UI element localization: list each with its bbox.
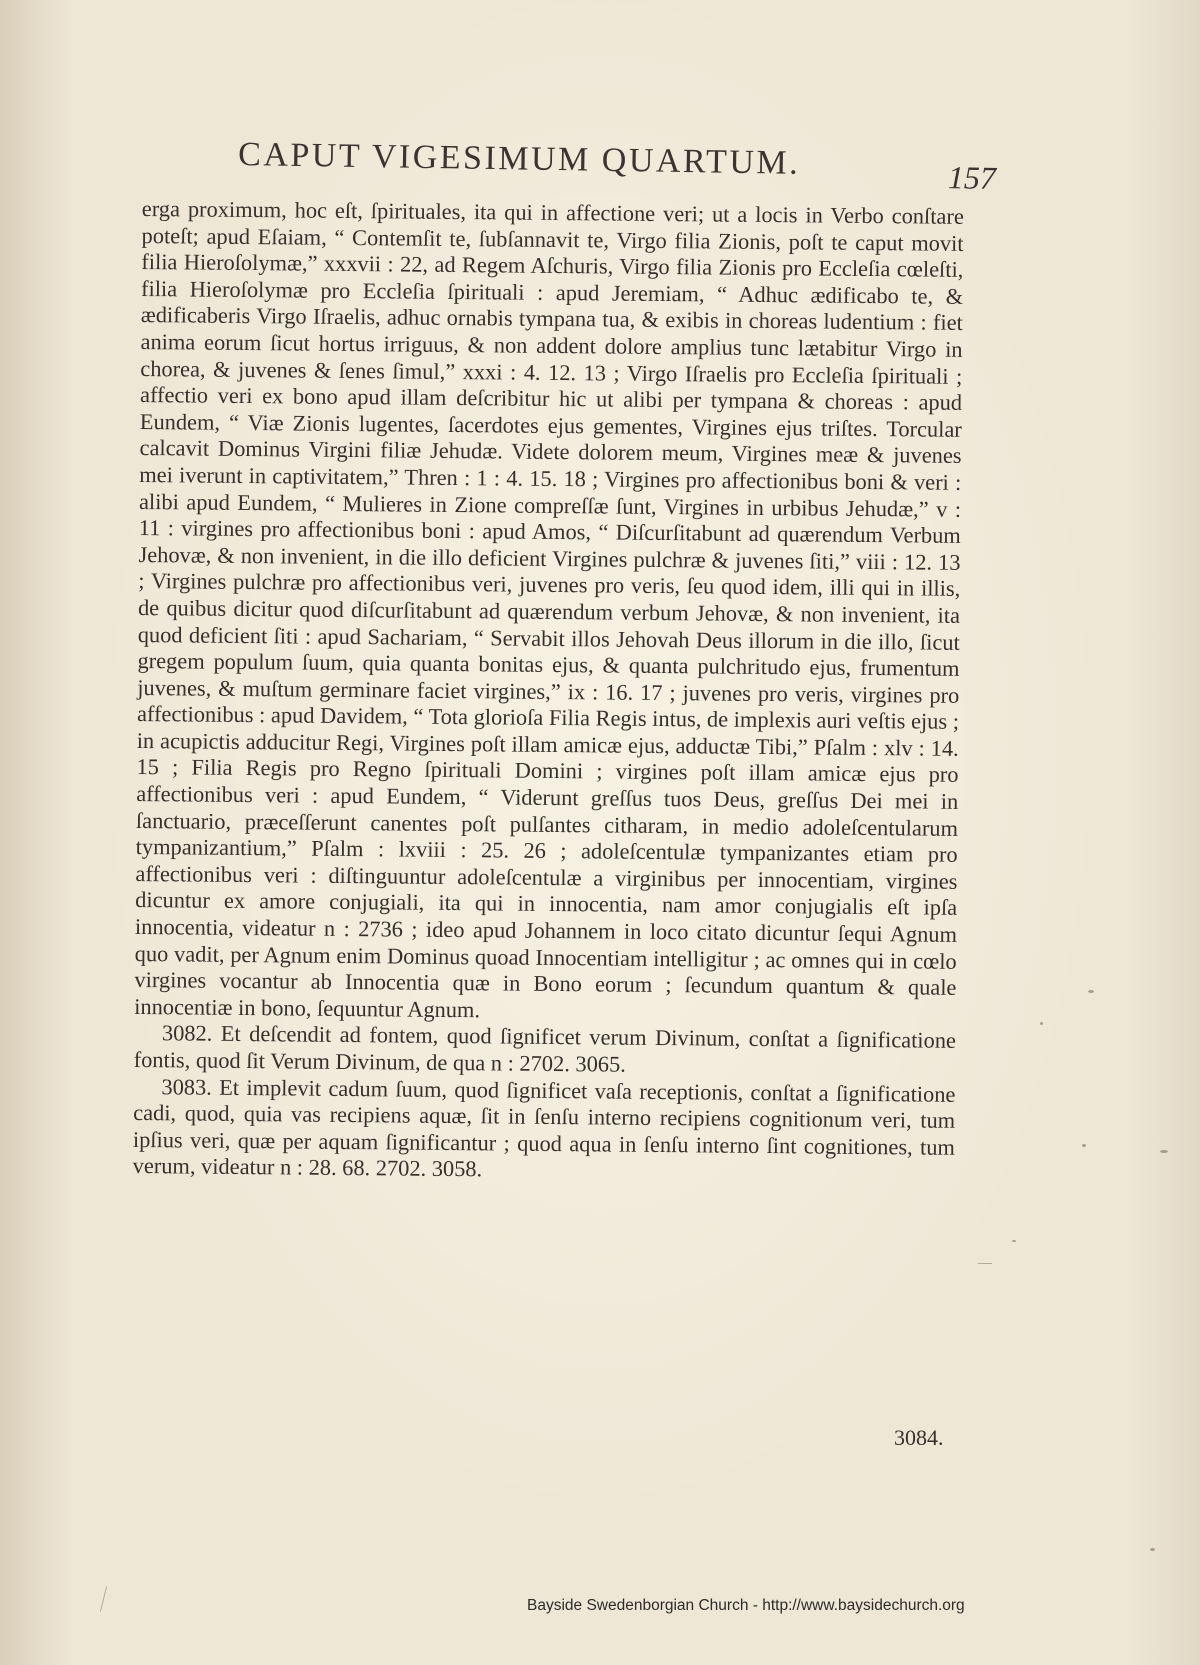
paragraph-3083: 3083. Et implevit cadum ſuum, quod ſignificet vaſa receptionis, conſtat a ſignificatione cadi, quod, quia vas recipiens aquæ, ſit in ſenſu interno recipiens cognitionum veri, tum ipſius veri, quæ per aquam ſignificantur ; quod aqua in ſenſu interno ſint cognitiones, tum verum, videatur n : 28. 68. 2702. 3058.: [132, 1073, 956, 1182]
margin-mark: [100, 1586, 107, 1611]
paper-speck: [1160, 1150, 1168, 1153]
paper-speck: [1088, 990, 1094, 993]
paragraph-3082: 3082. Et deſcendit ad fontem, quod ſignificet verum Divinum, conſtat a ſignificatione fontis, quod ſit Verum Divinum, de qua n : 2702. 3065.: [133, 1020, 957, 1077]
paper-speck: [1082, 1144, 1086, 1147]
paper-speck: [1012, 1240, 1016, 1242]
page-number: 157: [947, 159, 997, 196]
catchword: 3084.: [894, 1425, 944, 1450]
body-text: [133, 196, 964, 1188]
paragraph-continued: erga proximum, hoc eſt, ſpirituales, ita qui in affectione veri; ut a locis in Verbo conſtare poteſt; apud Eſaiam, “ Contemſit te, ſubſannavit te, Virgo filia Zionis, poſt te caput movit filia Hieroſolymæ,” xxxvii : 22, ad Regem Aſchuris, Virgo filia Zionis pro Eccleſia cœleſti, filia Hieroſolymæ pro Eccleſia ſpirituali : apud Jeremiam, “ Adhuc ædificabo te, & ædificaberis Virgo Iſraelis, adhuc ornabis tympana tua, & exibis in choreas ludentium : fiet anima eorum ſicut hortus irriguus, & non addent dolore amplius tunc lætabitur Virgo in chorea, & juvenes & ſenes ſimul,” xxxi : 4. 12. 13 ; Virgo Iſraelis pro Eccleſia ſpirituali ; affectio veri ex bono apud illam deſcribitur hic ut alibi per tympana & choreas : apud Eundem, “ Viæ Zionis lugentes, ſacerdotes ejus gementes, Virgines ejus triſtes. Torcular calcavit Dominus Virgini filiæ Jehudæ. Videte dolorem meum, Virgines meæ & juvenes mei iverunt in captivitatem,” Thren : 1 : 4. 15. 18 ; Virgines pro affectionibus boni & veri : alibi apud Eundem, “ Mulieres in Zione compreſſæ ſunt, Virgines in urbibus Jehudæ,” v : 11 : virgines pro affectionibus boni : apud Amos, “ Diſcurſitabunt ad quærendum Verbum Jehovæ, & non invenient, in die illo deficient Virgines pulchræ & juvenes ſiti,” viii : 12. 13 ; Virgines pulchræ pro affectionibus veri, juvenes pro veris, ſeu quod idem, illi qui in illis, de quibus dicitur quod diſcurſitabunt ad quærendum verbum Jehovæ, & non invenient, ita quod deficient ſiti : apud Sachariam, “ Servabit illos Jehovah Deus illorum in die illo, ſicut gregem populum ſuum, quia quanta bonitas ejus, & quanta pulchritudo ejus, frumentum juvenes, & muſtum germinare faciet virgines,” ix : 16. 17 ; juvenes pro veris, virgines pro affectionibus : apud Davidem, “ Tota glorioſa Filia Regis intus, de implexis auri veſtis ejus ; in acupictis adducitur Regi, Virgines poſt illam amicæ ejus, adductæ Tibi,” Pſalm : xlv : 14. 15 ; Filia Regis pro Regno ſpirituali Domini ; virgines poſt illam amicæ ejus pro affectionibus veri : apud Eundem, “ Viderunt greſſus tuos Deus, greſſus Dei mei in ſanctuario, præceſſerunt canentes poſt pulſantes citharam, in medio adoleſcentularum tympanizantium,” Pſalm : lxviii : 25. 26 ; adoleſcentulæ tympanizantes etiam pro affectionibus veri : diſtinguuntur adoleſcentulæ a virginibus per innocentiam, virgines dicuntur ex amore conjugiali, ita qui in innocentia, nam amor conjugialis eſt ipſa innocentia, videatur n : 2736 ; ideo apud Johannem in loco citato dicuntur ſequi Agnum quo vadit, per Agnum enim Dominus quoad Innocentiam intelligitur ; ac omnes qui in cœlo virgines vocantur ab Innocentia quæ in Bono eorum ; ſecundum quantum & quale innocentiæ in bono, ſequuntur Agnum.: [134, 196, 964, 1023]
paper-speck: [1150, 1548, 1155, 1551]
chapter-title: CAPUT VIGESIMUM QUARTUM.: [237, 136, 801, 182]
footer-credit: Bayside Swedenborgian Church - http://www.baysidechurch.org: [527, 1597, 965, 1614]
paper-speck: [1040, 1022, 1043, 1025]
margin-mark: [978, 1263, 992, 1264]
